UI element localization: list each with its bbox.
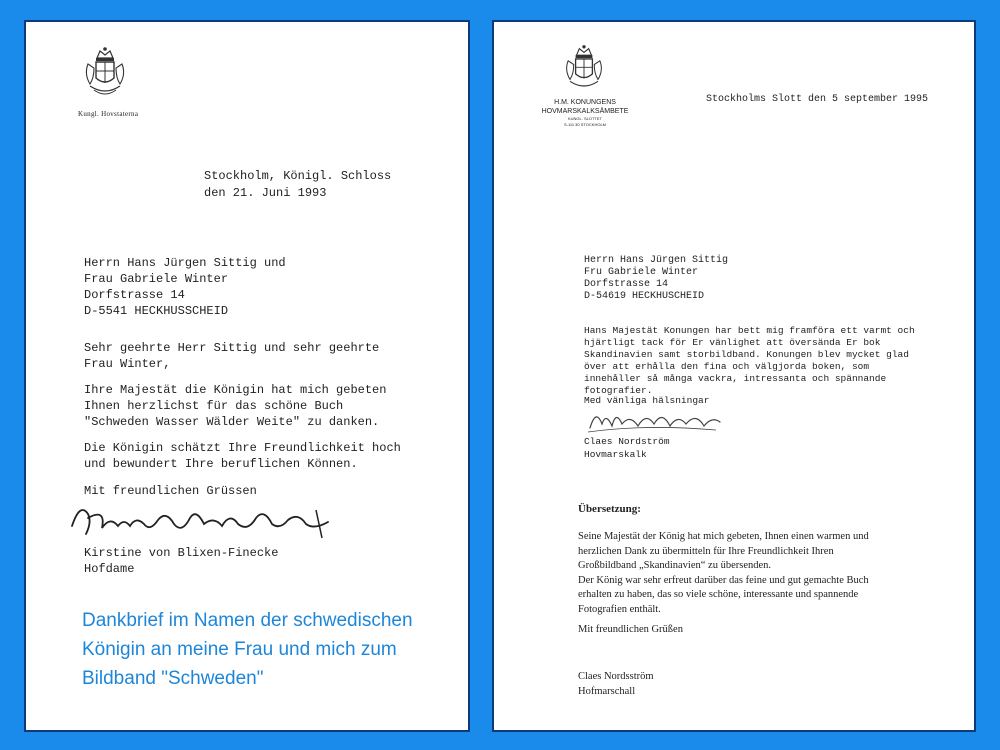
letterhead: Kungl. Hovstaterna <box>78 110 139 118</box>
address-line: Herrn Hans Jürgen Sittig und <box>84 256 286 270</box>
salutation-line: Frau Winter, <box>84 357 171 371</box>
translation-line: Fotografien enthält. <box>578 603 661 615</box>
salutation <box>84 340 379 372</box>
translation-line: herzlichen Dank zu übermitteln für Ihre Freundlichkeit Ihren <box>578 545 834 557</box>
handwritten-signature-icon <box>66 496 336 544</box>
date-line: den 21. Juni 1993 <box>204 186 327 200</box>
body-line: und bewundert Ihre beruflichen Können. <box>84 457 358 471</box>
letterhead-line: KUNGL. SLOTTET <box>567 116 602 121</box>
closing: Mit freundlichen Grüssen <box>84 484 257 498</box>
translation-signer-name: Claes Nordsström <box>578 671 654 682</box>
body-line: "Schweden Wasser Wälder Weite" zu danken. <box>84 415 380 429</box>
body-line: innehåller så många vackra, intressanta och spännande <box>584 373 887 384</box>
left-letter-page <box>24 20 470 732</box>
translation-signer-title: Hofmarschall <box>578 685 636 697</box>
translation-line: Seine Majestät der König hat mich gebeten, Ihnen einen warmen und <box>578 531 869 542</box>
place-date: Stockholms Slott den 5 september 1995 <box>706 94 929 105</box>
address-line: Herrn Hans Jürgen Sittig <box>584 255 729 266</box>
recipient-address <box>584 255 728 303</box>
caption-line: Bildband "Schweden" <box>82 668 264 689</box>
address-line: Dorfstrasse 14 <box>84 288 185 302</box>
caption <box>82 606 462 693</box>
letterhead <box>530 98 640 128</box>
royal-crest-icon <box>562 44 606 100</box>
signer-name: Kirstine von Blixen-Finecke <box>84 546 279 560</box>
signer-title: Hovmarskalk <box>584 449 647 460</box>
body-line: över att erhålla den fina och välgjorda boken, som <box>584 361 870 372</box>
recipient-address <box>84 255 286 319</box>
caption-line: Dankbrief im Namen der schwedischen <box>82 610 413 631</box>
letterhead-line: HOVMARSKALKSÄMBETE <box>541 108 629 115</box>
translation-closing: Mit freundlichen Grüßen <box>578 624 683 635</box>
address-line: D-54619 HECKHUSCHEID <box>584 291 705 302</box>
body-line: Ihre Majestät die Königin hat mich gebeten <box>84 383 387 397</box>
body-line: Die Königin schätzt Ihre Freundlichkeit hoch <box>84 441 401 455</box>
body-line: Hans Majestät Konungen har bett mig framföra ett varmt och <box>584 325 915 336</box>
body-line: Ihnen herzlichst für das schöne Buch <box>84 399 344 413</box>
translation-body <box>578 530 970 617</box>
translation-signer-block <box>578 670 654 699</box>
salutation-line: Sehr geehrte Herr Sittig und sehr geehrte <box>84 341 380 355</box>
body-paragraph-2 <box>84 440 401 472</box>
right-letter-page <box>492 20 976 732</box>
closing: Med vänliga hälsningar <box>584 395 710 406</box>
signer-block <box>84 545 278 577</box>
place-date <box>204 168 391 202</box>
body-line: fotografier. <box>584 385 653 396</box>
translation-line: Großbildband „Skandinavien“ zu übersenden. <box>578 560 772 571</box>
translation-heading: Übersetzung: <box>578 503 641 515</box>
letterhead-line: H.M. KONUNGENS <box>554 99 616 106</box>
letterhead-line: S-111 30 STOCKHOLM <box>563 122 606 127</box>
letter-body <box>584 325 915 397</box>
translation-line: erhalten zu haben, das so viele schöne, interessante und spannende <box>578 589 859 600</box>
address-line: D-5541 HECKHUSSCHEID <box>84 304 229 318</box>
translation-line: Der König war sehr erfreut darüber das feine und gut gemachte Buch <box>578 574 869 586</box>
address-line: Fru Gabriele Winter <box>584 267 699 278</box>
caption-line: Königin an meine Frau und mich zum <box>82 639 397 660</box>
signer-title: Hofdame <box>84 562 135 576</box>
signer-name: Claes Nordström <box>584 436 670 447</box>
signer-block <box>584 435 670 461</box>
body-paragraph-1 <box>84 382 386 430</box>
body-line: hjärtligt tack för Er vänlighet att översända Er bok <box>584 337 881 348</box>
royal-crest-icon <box>82 46 128 106</box>
body-line: Skandinavien samt storbildband. Konungen blev mycket glad <box>584 349 909 360</box>
address-line: Dorfstrasse 14 <box>584 279 669 290</box>
address-line: Frau Gabriele Winter <box>84 272 229 286</box>
handwritten-signature-icon <box>586 404 726 438</box>
place-line: Stockholm, Königl. Schloss <box>204 169 392 183</box>
